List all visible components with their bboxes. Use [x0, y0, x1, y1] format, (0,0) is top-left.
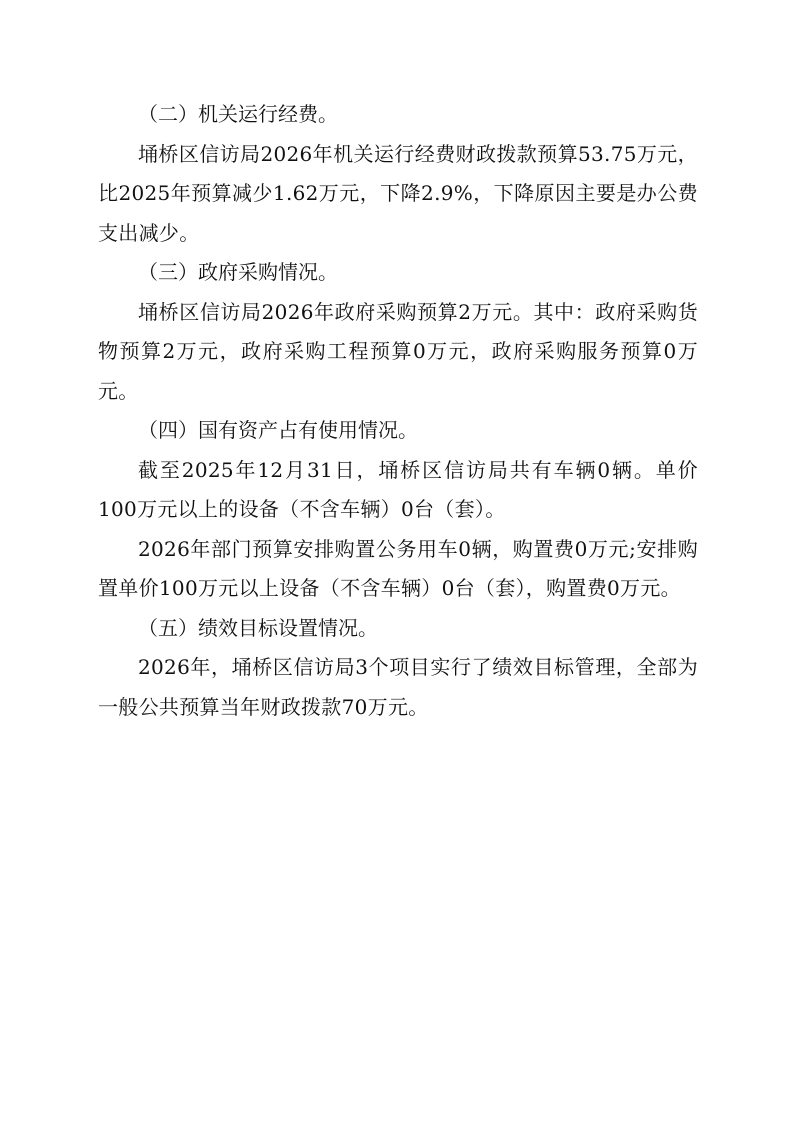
section-heading-state-assets: （四）国有资产占有使用情况。 [138, 418, 418, 442]
section-heading-performance-targets: （五）绩效目标设置情况。 [138, 615, 378, 640]
section-heading-operating-costs: （二）机关运行经费。 [138, 102, 338, 126]
section-heading-government-procurement: （三）政府采购情况。 [138, 260, 338, 284]
paragraph-state-assets-purchase: 2026年部门预算安排购置公务用车0辆，购置费0万元;安排购置单价100万元以上设备（不含车辆）0台（套），购置费0万元。 [98, 536, 698, 600]
paragraph-performance-targets: 2026年，埇桥区信访局3个项目实行了绩效目标管理，全部为一般公共预算当年财政拨款70万元。 [98, 655, 698, 719]
paragraph-operating-costs: 埇桥区信访局2026年机关运行经费财政拨款预算53.75万元，比2025年预算减少1.62万元，下降2.9%，下降原因主要是办公费支出减少。 [98, 141, 698, 245]
document-page [98, 95, 698, 727]
paragraph-government-procurement: 埇桥区信访局2026年政府采购预算2万元。其中：政府采购货物预算2万元，政府采购工程预算0万元，政府采购服务预算0万元。 [98, 299, 698, 403]
paragraph-state-assets-vehicles: 截至2025年12月31日，埇桥区信访局共有车辆0辆。单价100万元以上的设备（不含车辆）0台（套）。 [98, 457, 698, 521]
